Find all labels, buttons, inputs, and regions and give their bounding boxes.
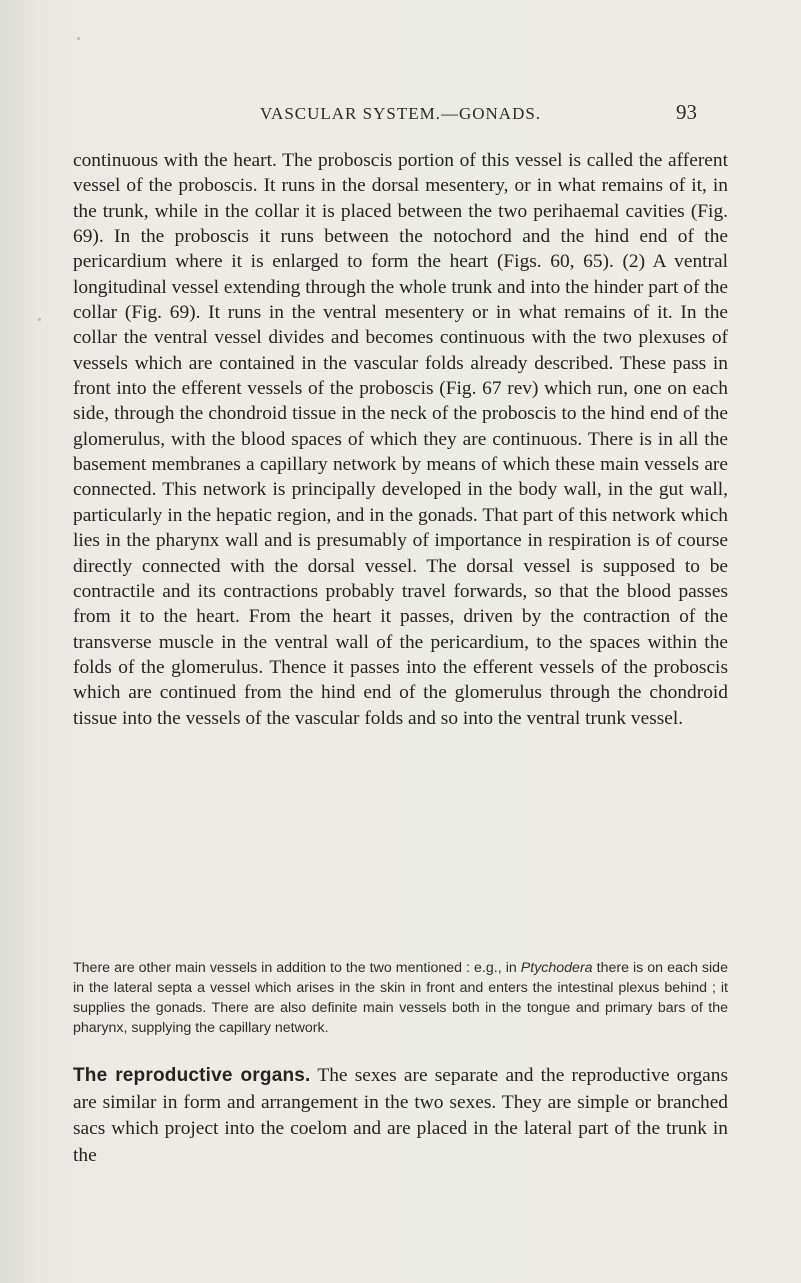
main-paragraph-text: continuous with the heart. The proboscis portion of this vessel is called the afferent vessel of the proboscis. It runs in the dorsal mesentery, or in what remains of it, in the trunk, while in the collar it is placed between the two perihaemal cavities (Fig. 69). In the proboscis it runs between the notochord and the hind end of the pericardium where it is enlarged to form the heart (Figs. 60, 65). (2) A ventral longitudinal vessel extending through the whole trunk and into the hinder part of the collar (Fig. 69). It runs in the ventral mesentery or in what remains of it. In the collar the ventral vessel divides and becomes continuous with the two plexuses of vessels which are contained in the vascular folds already described. These pass in front into the efferent vessels of the proboscis (Fig. 67 rev) which run, one on each side, through the chondroid tissue in the neck of the proboscis to the hind end of the glomerulus, with the blood spaces of which they are continuous. There is in all the basement membranes a capillary network by means of which these main vessels are connected. This network is principally developed in the body wall, in the gut wall, particularly in the hepatic region, and in the gonads. That part of this network which lies in the pharynx wall and is presumably of importance in respiration is of course directly connected with the dorsal vessel. The dorsal vessel is supposed to be contractile and its contractions probably travel forwards, so that the blood passes from it to the heart. From the heart it passes, driven by the contraction of the transverse muscle in the ventral wall of the pericardium, to the spaces within the folds of the glomerulus. Thence it passes into the efferent vessels of the proboscis which are continued from the hind end of the glomerulus through the chondroid tissue into the vessels of the vascular folds and so into the ventral trunk vessel. — [73, 150, 728, 729]
page-number: 93 — [676, 100, 697, 124]
running-title: VASCULAR SYSTEM.—GONADS. — [259, 104, 542, 123]
footnote-text-rest: there is on each side in the lateral septa a vessel which arises in the skin in front and enters the intestinal plexus behind ; it supplies the gonads. There are also definite main vessels both in the tongue and primary bars of the pharynx, supplying the capillary network. — [73, 960, 728, 1036]
footnote-text-start: There are other main vessels in addition to the two mentioned : e.g., in — [73, 960, 517, 976]
footnote-paragraph — [73, 958, 728, 1038]
paper-speck — [38, 318, 41, 321]
section-text: The sexes are separate and the reproductive organs are similar in form and arrangement in the two sexes. They are simple or branched sacs which project into the coelom and are placed in the lateral part of the trunk in the — [73, 1065, 729, 1166]
paper-speck — [77, 37, 80, 40]
main-paragraph — [73, 148, 728, 731]
genus-name: Ptychodera — [520, 960, 593, 976]
running-head — [0, 100, 801, 128]
section-heading: The reproductive organs. — [73, 1065, 311, 1086]
reproductive-organs-section — [73, 1063, 728, 1169]
